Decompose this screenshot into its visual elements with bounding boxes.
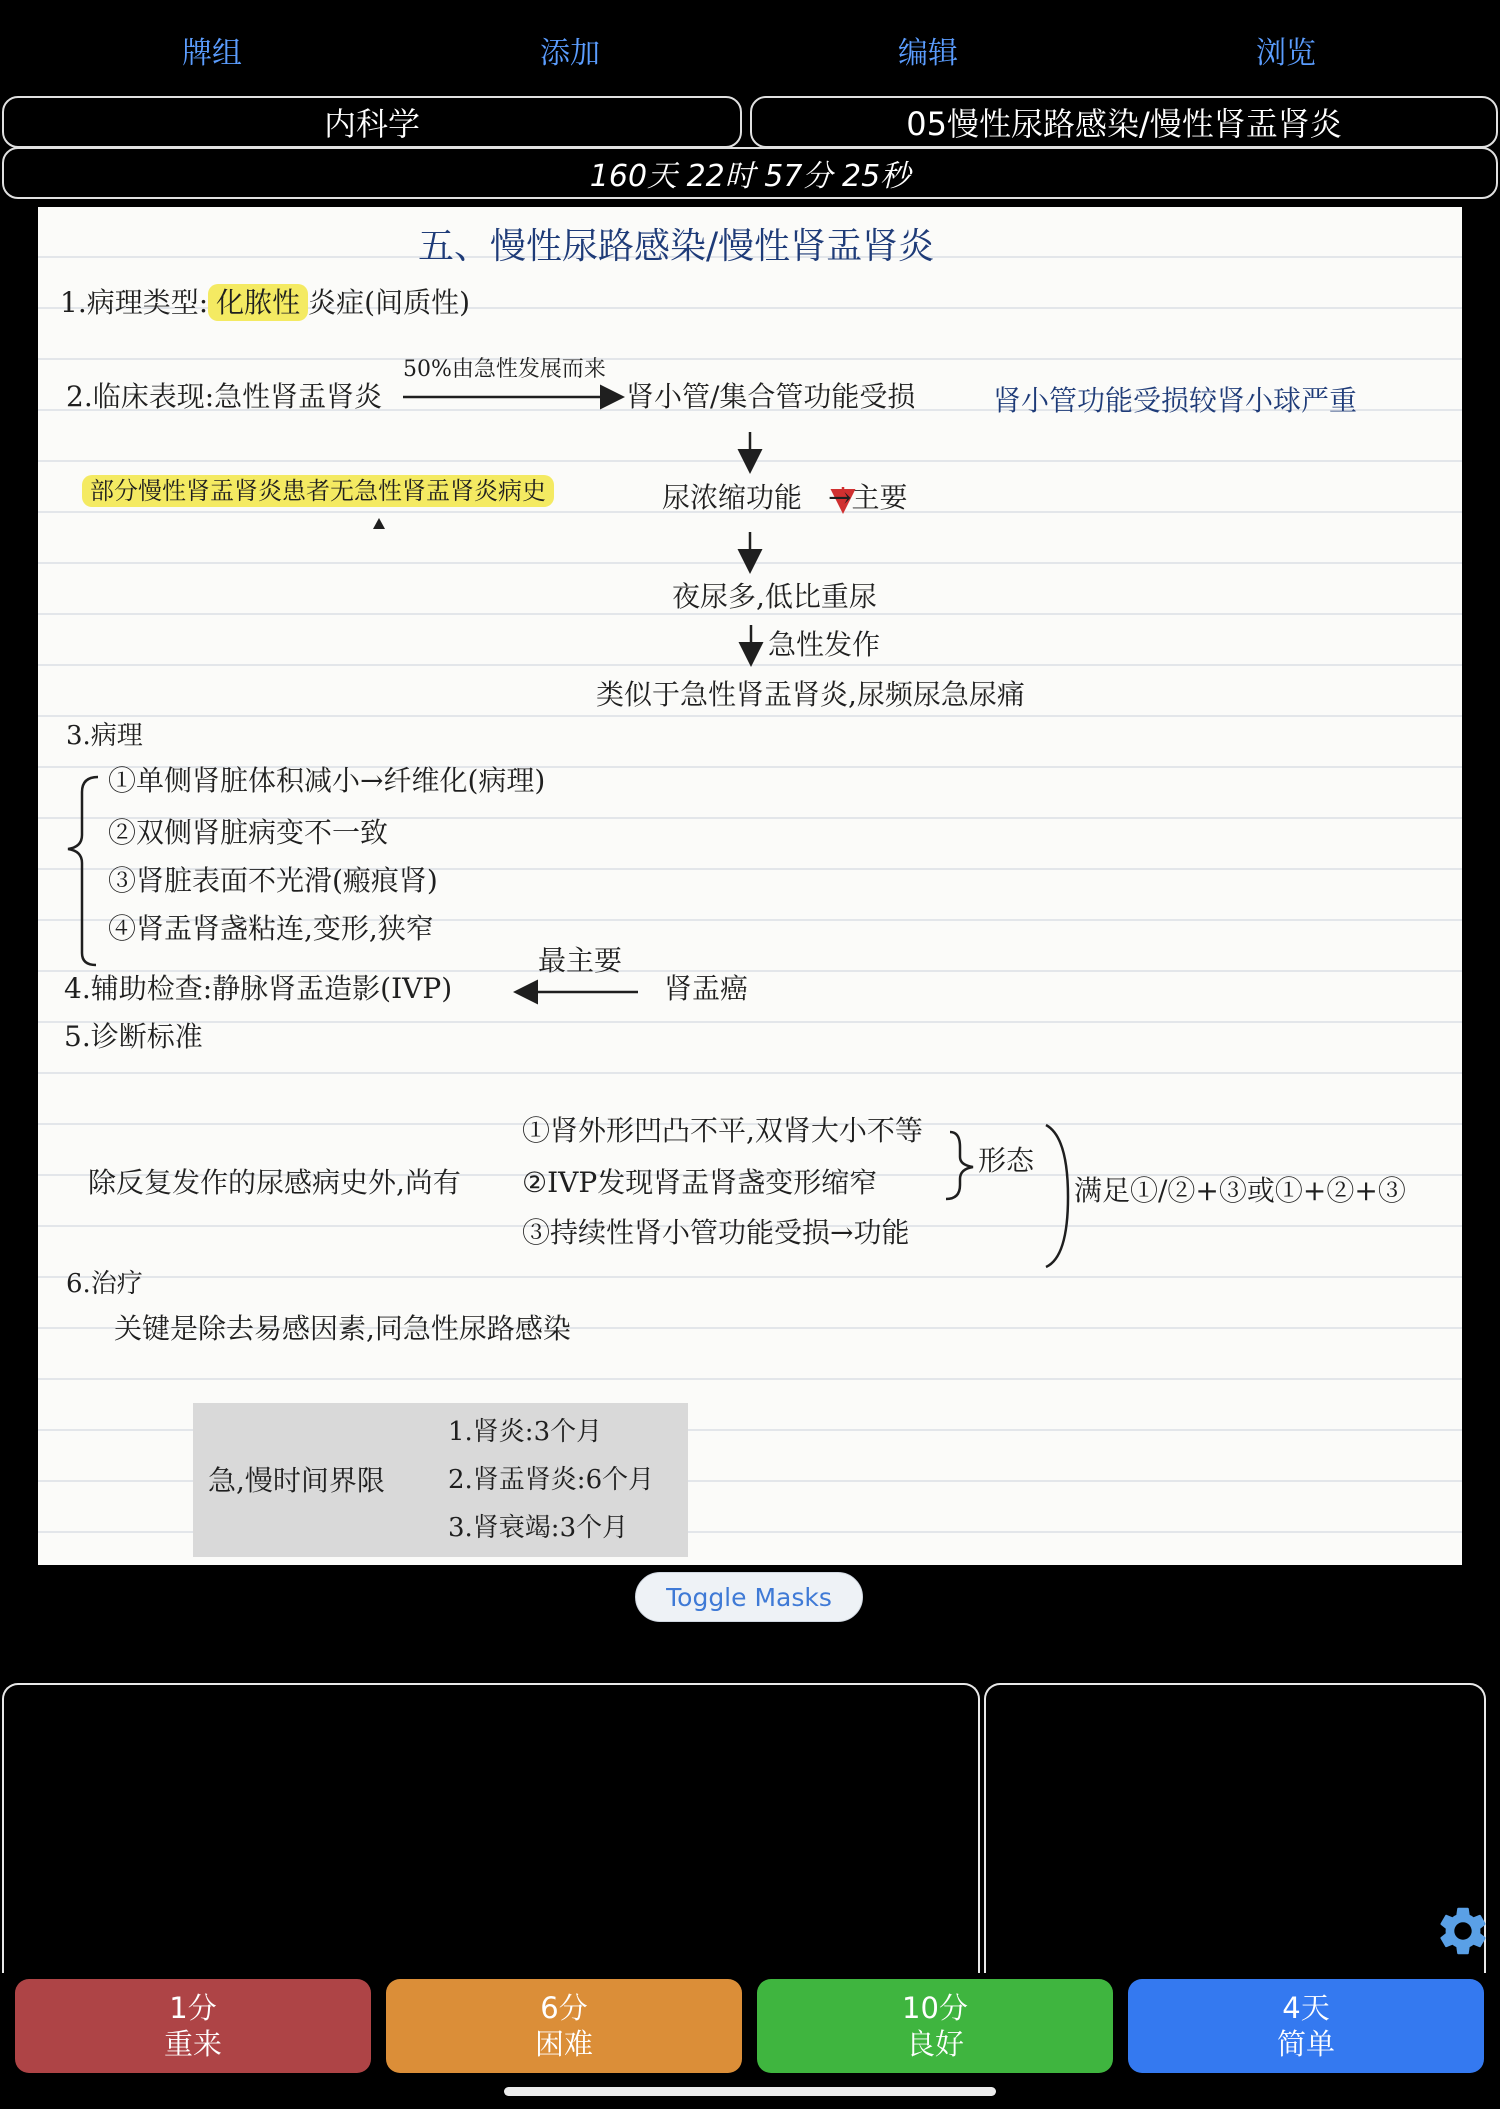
diagnosis-form: 形态	[978, 1144, 1035, 1177]
good-button[interactable]	[757, 1979, 1113, 2073]
treatment-text: 关键是除去易感因素,同急性尿路感染	[114, 1312, 571, 1345]
pathology-item: ②双侧肾脏病变不一致	[108, 816, 389, 849]
time-boundary-item: 2.肾盂肾炎:6个月	[448, 1465, 655, 1495]
right-brace-icon	[946, 1132, 973, 1199]
clinical-highlight-text: 部分慢性肾盂肾炎患者无急性肾盂肾炎病史	[82, 475, 554, 507]
hard-button[interactable]	[386, 1979, 742, 2073]
flow-step-1-suffix: →主要	[828, 481, 908, 514]
exam-arrow-note: 最主要	[538, 944, 623, 977]
easy-label: 简单	[1276, 2027, 1335, 2061]
exam-label: 4.辅助检查:静脉肾盂造影(IVP)	[64, 972, 453, 1005]
diagnosis-conclusion: 满足①/②+③或①+②+③	[1074, 1174, 1406, 1207]
nav-decks[interactable]: 牌组	[182, 36, 242, 71]
note-image	[38, 207, 1462, 1565]
easy-button[interactable]	[1128, 1979, 1484, 2073]
pathology-item: ①单侧肾脏体积减小→纤维化(病理)	[108, 764, 546, 797]
gear-icon[interactable]	[1434, 1902, 1492, 1960]
pathology-highlight: 化脓性	[208, 284, 308, 321]
clinical-result: 肾小管/集合管功能受损	[626, 380, 916, 413]
diagnosis-item: ③持续性肾小管功能受损→功能	[522, 1216, 910, 1249]
again-button[interactable]	[15, 1979, 371, 2073]
again-interval: 1分	[169, 1990, 217, 2025]
home-indicator[interactable]	[504, 2087, 996, 2096]
toggle-masks-button[interactable]: Toggle Masks	[635, 1572, 863, 1622]
subdeck-name: 05慢性尿路感染/慢性肾盂肾炎	[750, 96, 1498, 148]
flow-step-1	[662, 481, 908, 514]
time-boundary-item: 3.肾衰竭:3个月	[448, 1513, 629, 1543]
good-interval: 10分	[902, 1990, 968, 2025]
flow-step-2: 夜尿多,低比重尿	[672, 580, 877, 613]
time-boundary-label: 急,慢时间界限	[208, 1464, 385, 1497]
flow-step-1-text: 尿浓缩功能	[662, 481, 803, 514]
good-label: 良好	[905, 2027, 964, 2061]
hard-label: 困难	[534, 2027, 593, 2061]
flow-step-3-note: 急性发作	[768, 628, 881, 661]
easy-interval: 4天	[1282, 1990, 1330, 2025]
diagnosis-lead: 除反复发作的尿感病史外,尚有	[88, 1166, 461, 1199]
left-panel	[2, 1683, 980, 1973]
deck-name: 内科学	[2, 96, 742, 148]
pathology-type-label: 1.病理类型:	[60, 286, 209, 319]
nav-browse[interactable]: 浏览	[1256, 36, 1316, 71]
diagnosis-item: ②IVP发现肾盂肾盏变形缩窄	[522, 1166, 878, 1199]
again-label: 重来	[163, 2027, 222, 2061]
top-navigation	[0, 0, 1500, 95]
nav-edit[interactable]: 编辑	[898, 36, 958, 71]
exam-target: 肾盂癌	[664, 972, 749, 1005]
clinical-label: 2.临床表现:急性肾盂肾炎	[66, 380, 383, 413]
treatment-label: 6.治疗	[66, 1269, 143, 1299]
caret-up-icon	[373, 518, 385, 529]
pathology-item: ③肾脏表面不光滑(瘢痕肾)	[108, 864, 438, 897]
flow-step-3: 类似于急性肾盂肾炎,尿频尿急尿痛	[596, 678, 1025, 711]
pathology-label: 3.病理	[66, 721, 143, 751]
note-title: 五、慢性尿路感染/慢性肾盂肾炎	[418, 226, 935, 267]
time-boundary-item: 1.肾炎:3个月	[448, 1417, 603, 1447]
clinical-side-note: 肾小管功能受损较肾小球严重	[993, 384, 1358, 417]
clinical-arrow-note: 50%由急性发展而来	[403, 357, 606, 382]
right-panel	[984, 1683, 1486, 1973]
timer: 160天 22时 57分 25秒	[2, 147, 1498, 199]
hard-interval: 6分	[540, 1990, 588, 2025]
nav-add[interactable]: 添加	[540, 36, 600, 71]
right-brace-icon	[1046, 1125, 1068, 1267]
pathology-item: ④肾盂肾盏粘连,变形,狭窄	[108, 912, 434, 945]
clinical-highlight-note	[82, 479, 554, 503]
pathology-type-suffix: 炎症(间质性)	[308, 286, 471, 319]
diagnosis-item: ①肾外形凹凸不平,双肾大小不等	[522, 1114, 923, 1147]
pathology-type-line	[60, 286, 471, 319]
diagnosis-label: 5.诊断标准	[64, 1020, 203, 1053]
left-brace-icon	[68, 777, 98, 965]
